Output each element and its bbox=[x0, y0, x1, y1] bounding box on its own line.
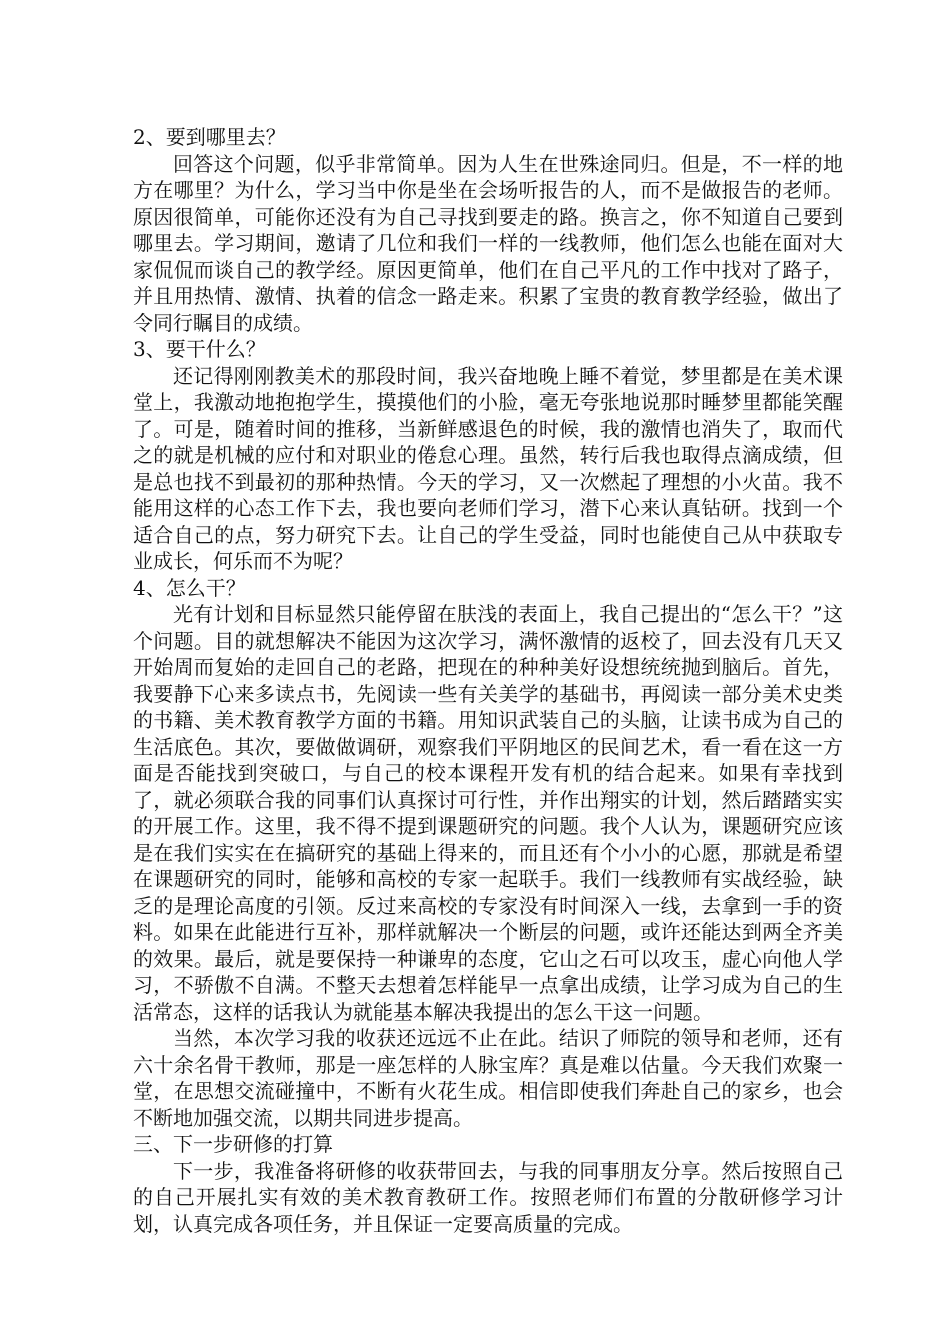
part-three-heading: 三、下一步研修的打算 bbox=[133, 1132, 333, 1156]
document-body bbox=[133, 124, 843, 1237]
section-paragraph-where-to-go: 回答这个问题，似乎非常简单。因为人生在世殊途同归。但是，不一样的地方在哪里？为什么，学习当中你是坐在会场听报告的人，而不是做报告的老师。原因很简单，可能你还没有为自己寻找到要走的路。换言之，你不知道自己要到哪里去。学习期间，邀请了几位和我们一样的一线教师，他们怎么也能在面对大家侃侃而谈自己的教学经。原因更简单，他们在自己平凡的工作中找对了路子，并且用热情、激情、执着的信念一路走来。积累了宝贵的教育教学经验，做出了令同行瞩目的成绩。 bbox=[133, 151, 843, 335]
section-paragraph-what-to-do: 还记得刚刚教美术的那段时间，我兴奋地晚上睡不着觉，梦里都是在美术课堂上，我激动地抱抱学生，摸摸他们的小脸，毫无夸张地说那时睡梦里都能笑醒了。可是，随着时间的推移，当新鲜感退色的时候，我的激情也消失了，取而代之的就是机械的应付和对职业的倦怠心理。虽然，转行后我也取得点滴成绩，但是总也找不到最初的那种热情。今天的学习，又一次燃起了理想的小火苗。我不能用这样的心态工作下去，我也要向老师们学习，潜下心来认真钻研。找到一个适合自己的点，努力研究下去。让自己的学生受益，同时也能使自己从中获取专业成长，何乐而不为呢？ bbox=[133, 363, 843, 573]
section-heading-what-to-do: 3、要干什么？ bbox=[133, 337, 266, 361]
closing-paragraph: 当然，本次学习我的收获还远远不止在此。结识了师院的领导和老师，还有六十余名骨干教师，那是一座怎样的人脉宝库？真是难以估量。今天我们欢聚一堂，在思想交流碰撞中，不断有火花生成。相信即使我们奔赴自己的家乡，也会不断地加强交流，以期共同进步提高。 bbox=[133, 1026, 843, 1130]
part-three-paragraph: 下一步，我准备将研修的收获带回去，与我的同事朋友分享。然后按照自己的自己开展扎实有效的美术教育教研工作。按照老师们布置的分散研修学习计划，认真完成各项任务，并且保证一定要高质量的完成。 bbox=[133, 1158, 843, 1236]
section-heading-how-to-do: 4、怎么干？ bbox=[133, 575, 246, 600]
section-paragraph-how-to-do: 光有计划和目标显然只能停留在肤浅的表面上，我自己提出的“怎么干？”这个问题。目的就想解决不能因为这次学习，满怀激情的返校了，回去没有几天又开始周而复始的走回自己的老路，把现在的种种美好设想统统抛到脑后。首先，我要静下心来多读点书，先阅读一些有关美学的基础书，再阅读一部分美术史类的书籍、美术教育教学方面的书籍。用知识武装自己的头脑，让读书成为自己的生活底色。其次，要做做调研，观察我们平阴地区的民间艺术，看一看在这一方面是否能找到突破口，与自己的校本课程开发有机的结合起来。如果有幸找到了，就必须联合我的同事们认真探讨可行性，并作出翔实的计划，然后踏踏实实的开展工作。这里，我不得不提到课题研究的问题。我个人认为，课题研究应该是在我们实实在在搞研究的基础上得来的，而且还有个小小的心愿，那就是希望在课题研究的同时，能够和高校的专家一起联手。我们一线教师有实战经验，缺乏的是理论高度的引领。反过来高校的专家没有时间深入一线，去拿到一手的资料。如果在此能进行互补，那样就解决一个断层的问题，或许还能达到两全齐美的效果。最后，就是要保持一种谦卑的态度，它山之石可以攻玉，虚心向他人学习，不骄傲不自满。不整天去想着怎样能早一点拿出成绩，让学习成为自己的生活常态，这样的话我认为就能基本解决我提出的怎么干这一问题。 bbox=[133, 602, 843, 1024]
section-heading-where-to-go: 2、要到哪里去？ bbox=[133, 125, 286, 149]
